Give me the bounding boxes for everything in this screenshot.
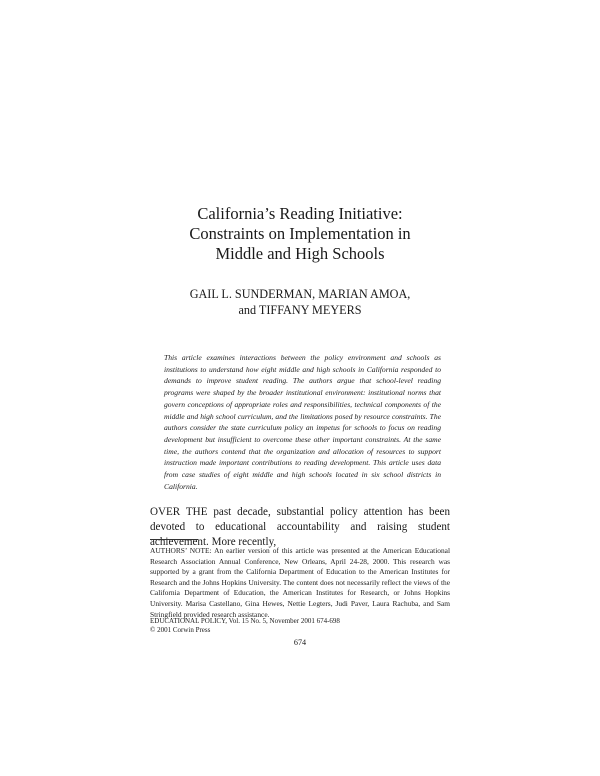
journal-info: [150, 617, 450, 635]
abstract: This article examines interactions between the policy environment and schools as institutions to understand how eight middle and high schools in California responded to demands to improve student reading. The authors argue that school-level reading programs were shaped by the broader institutional environment: institutional norms that govern conceptions of appropriate roles and responsibilities, technical components of the middle and high school curriculum, and the limitations posed by resource constraints. The authors consider the state curriculum policy an impetus for schools to focus on reading development but insufficient to overcome these other important constraints. At the same time, the authors contend that the organization and allocation of resources to support instruction made important contributions to reading development. This article uses data from case studies of eight middle and high schools located in six school districts in California.: [164, 353, 441, 491]
title-line: Constraints on Implementation in: [189, 224, 411, 243]
author-list: [100, 286, 500, 318]
authors-note-footnote: AUTHORS’ NOTE: An earlier version of this article was presented at the American Educational Research Association Annual Conference, New Orleans, April 24-28, 2000. This research was supported by a grant from the California Department of Education to the American Institutes for Research and the Johns Hopkins University. The content does not necessarily reflect the views of the California Department of Education, the American Institutes for Research, or Johns Hopkins University. Marisa Castellano, Gina Hewes, Nettie Legters, Judi Paver, Laura Rachuba, and Sam Stringfield provided research assistance.: [150, 546, 450, 619]
page-number: 674: [293, 638, 307, 647]
article-title: [100, 204, 500, 264]
title-line: Middle and High Schools: [215, 244, 385, 263]
body-paragraph: OVER THE past decade, substantial policy attention has been devoted to educational accountability and raising student achievement. More recently,: [150, 506, 450, 548]
footnote-divider: [150, 539, 198, 540]
journal-citation: EDUCATIONAL POLICY, Vol. 15 No. 5, November 2001 674-698: [150, 617, 340, 625]
author-line: and TIFFANY MEYERS: [238, 303, 362, 317]
copyright-notice: © 2001 Corwin Press: [150, 626, 211, 634]
author-line: GAIL L. SUNDERMAN, MARIAN AMOA,: [189, 287, 411, 301]
title-line: California’s Reading Initiative:: [197, 204, 403, 223]
